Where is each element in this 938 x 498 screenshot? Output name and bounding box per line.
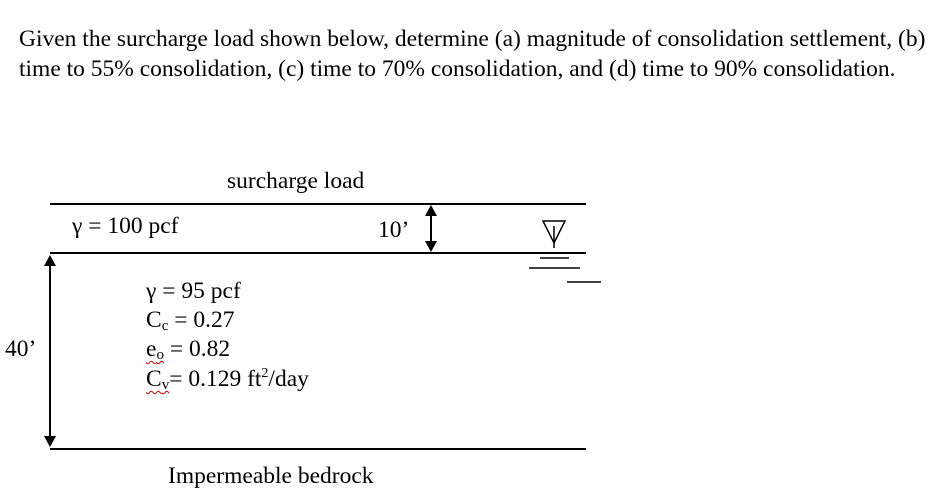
cv-unit: /day [268,366,309,392]
e0-symbol: $e_o$ [146,336,164,363]
clay-thickness-label: 40’ [5,336,37,362]
cc-symbol: C [146,307,162,333]
surcharge-thickness-arrow [425,205,437,252]
surcharge-thickness-label: 10’ [378,217,410,243]
bedrock-label: Impermeable bedrock [168,463,374,489]
cv-exponent: 2 [261,366,269,381]
cv-value: = 0.129 ft [169,366,262,392]
water-table-triangle-icon [529,221,601,282]
cc-subscript: c [161,318,169,334]
problem-statement: Given the surcharge load shown below, determine (a) magnitude of consolidation settlement, (b) time to 55% consolidation, (c) time to 70% consolidation, and (d) time to 90% consolidation. [19,26,926,82]
surcharge-unit-weight: γ = 100 pcf [72,213,179,239]
clay-thickness-arrow [44,255,56,447]
surcharge-label: surcharge load [227,168,365,194]
cv-subscript: v [161,377,170,393]
clay-unit-weight: γ = 95 pcf [146,278,241,304]
e0-value: = 0.82 [163,336,231,362]
e0-subscript: o [156,347,164,363]
cc-value: = 0.27 [168,307,235,333]
cv-symbol: $C_v$ [146,366,170,393]
